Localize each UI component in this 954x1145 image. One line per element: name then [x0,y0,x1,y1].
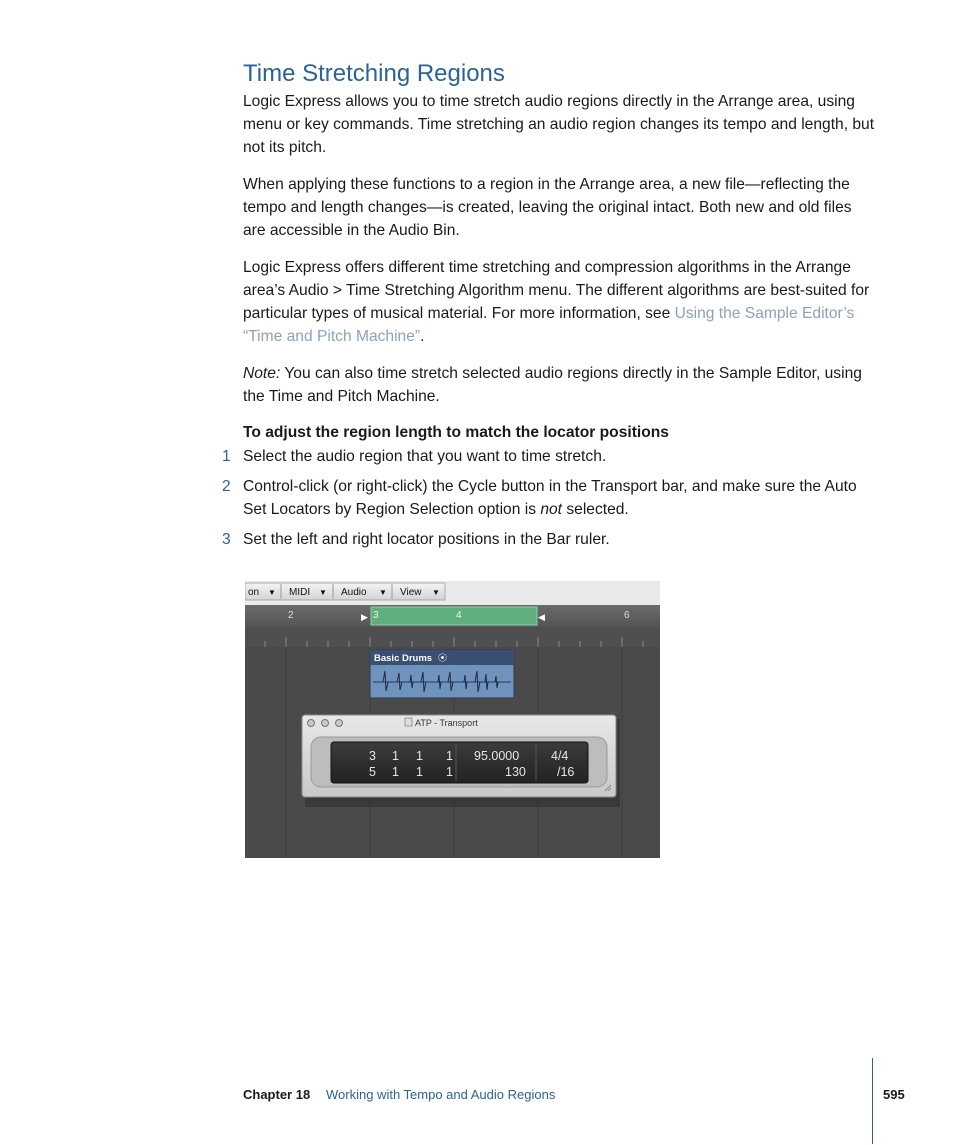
ruler-label: 3 [373,610,379,621]
left-locator-division[interactable]: 1 [416,749,423,763]
footer-chapter-title: Working with Tempo and Audio Regions [326,1087,556,1102]
tempo-value[interactable]: 95.0000 [474,749,520,763]
menu-arrow-icon: ▼ [432,588,440,597]
paragraph-algorithms [243,256,875,348]
left-locator-icon[interactable]: ▶ [361,612,368,622]
right-locator-beat[interactable]: 1 [392,765,399,779]
left-locator-beat[interactable]: 1 [392,749,399,763]
step-text-b: selected. [562,501,629,518]
paragraph-intro: Logic Express allows you to time stretch audio regions directly in the Arrange area, using menu or key commands. Time stretching an audio region changes its tempo and length, but not its pitch. [243,93,875,156]
menu-item-audio[interactable]: Audio [341,587,367,598]
right-locator-division[interactable]: 1 [416,765,423,779]
step-text-emphasis: not [540,501,563,518]
menu-arrow-icon: ▼ [379,588,387,597]
sample-editor-link[interactable]: Using the Sample Editor’s “Time and Pitch Machine” [243,305,855,345]
left-locator-bar[interactable]: 3 [369,749,376,763]
paragraph-new-file: When applying these functions to a region in the Arrange area, a new file—reflecting the tempo and length changes—is created, leaving the original intact. Both new and old files are accessible in the Audio Bin. [243,176,852,239]
paragraph-note [243,362,875,408]
bar-count[interactable]: 130 [505,765,526,779]
right-locator-icon[interactable]: ◀ [538,612,545,622]
footer-divider [872,1058,873,1144]
division-value[interactable]: /16 [557,765,575,779]
menu-arrow-icon: ▼ [319,588,327,597]
algorithms-period: . [420,328,425,345]
loop-icon: ⦿ [438,653,448,663]
menu-item-view[interactable]: View [400,587,422,598]
step-text: Select the audio region that you want to time stretch. [243,448,607,465]
menu-arrow-icon: ▼ [268,588,276,597]
time-signature[interactable]: 4/4 [551,749,569,763]
step-text: Set the left and right locator positions in the Bar ruler. [243,531,610,548]
algorithms-text: Logic Express offers different time stretching and compression algorithms in the Arrange area’s Audio > Time Stretching Algorithm menu. The different algorithms are best-suited for particular types of musical material. For more information, see [243,259,870,322]
note-text: You can also time stretch selected audio regions directly in the Sample Editor, using the Time and Pitch Machine. [243,365,862,405]
step-text-a: Control-click (or right-click) the Cycle button in the Transport bar, and make sure the Auto Set Locators by Region Selection option is [243,478,857,518]
close-icon[interactable] [308,720,315,727]
menu-item-midi[interactable]: MIDI [289,587,311,598]
section-title: Time Stretching Regions [243,60,505,87]
step-number: 1 [222,448,231,465]
footer-chapter: Chapter 18 [243,1087,311,1102]
cycle-area[interactable] [371,607,537,625]
zoom-icon[interactable] [336,720,343,727]
ruler-label: 4 [456,610,462,621]
minimize-icon[interactable] [322,720,329,727]
region-name: Basic Drums [374,653,433,664]
arrange-screenshot [245,575,660,858]
ruler-label: 6 [624,610,630,621]
page-number: 595 [883,1087,905,1102]
step-number: 3 [222,531,231,548]
transport-title: ATP - Transport [415,718,478,728]
right-locator-tick[interactable]: 1 [446,765,453,779]
ruler-label: 2 [288,610,294,621]
left-locator-tick[interactable]: 1 [446,749,453,763]
menu-item-on[interactable]: on [248,587,260,598]
note-label: Note: [243,365,281,382]
step-text [243,475,875,521]
task-heading: To adjust the region length to match the locator positions [243,424,669,441]
right-locator-bar[interactable]: 5 [369,765,376,779]
step-number: 2 [222,478,231,495]
document-icon [405,718,412,726]
